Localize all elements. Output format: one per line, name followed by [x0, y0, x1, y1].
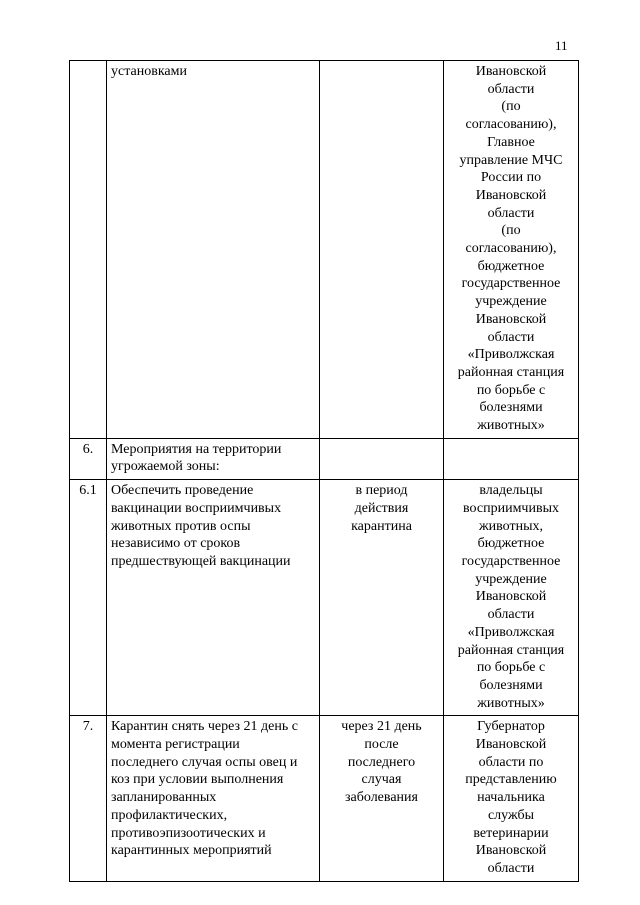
table-row [70, 61, 579, 439]
responsible-cell: владельцы восприимчивых животных, бюджетное государственное учреждение Ивановской области «Приволжская районная станция по борьбе с болезнями животных» [444, 480, 579, 716]
row-number-cell: 7. [70, 716, 107, 881]
responsible-cell: Ивановской области (по согласованию), Главное управление МЧС России по Ивановской области (по согласованию), бюджетное государственное учреждение Ивановской области «Приволжская районная станция по борьбе с болезнями животных» [444, 61, 579, 439]
term-cell: в период действия карантина [320, 480, 444, 716]
term-cell [320, 438, 444, 479]
action-cell: Обеспечить проведение вакцинации восприимчивых животных против оспы независимо от сроков предшествующей вакцинации [107, 480, 320, 716]
responsible-cell [444, 438, 579, 479]
term-cell: через 21 день после последнего случая заболевания [320, 716, 444, 881]
table-row [70, 716, 579, 881]
table-row [70, 480, 579, 716]
action-cell: установками [107, 61, 320, 439]
action-cell: Карантин снять через 21 день с момента регистрации последнего случая оспы овец и коз при условии выполнения запланированных профилактических, противоэпизоотических и карантинных мероприятий [107, 716, 320, 881]
term-cell [320, 61, 444, 439]
measures-table-body [70, 61, 579, 882]
page-number: 11 [555, 38, 568, 53]
action-cell: Мероприятия на территории угрожаемой зоны: [107, 438, 320, 479]
measures-table [69, 60, 579, 882]
row-number-cell: 6.1 [70, 480, 107, 716]
table-row [70, 438, 579, 479]
row-number-cell: 6. [70, 438, 107, 479]
responsible-cell: Губернатор Ивановской области по представлению начальника службы ветеринарии Ивановской области [444, 716, 579, 881]
row-number-cell [70, 61, 107, 439]
